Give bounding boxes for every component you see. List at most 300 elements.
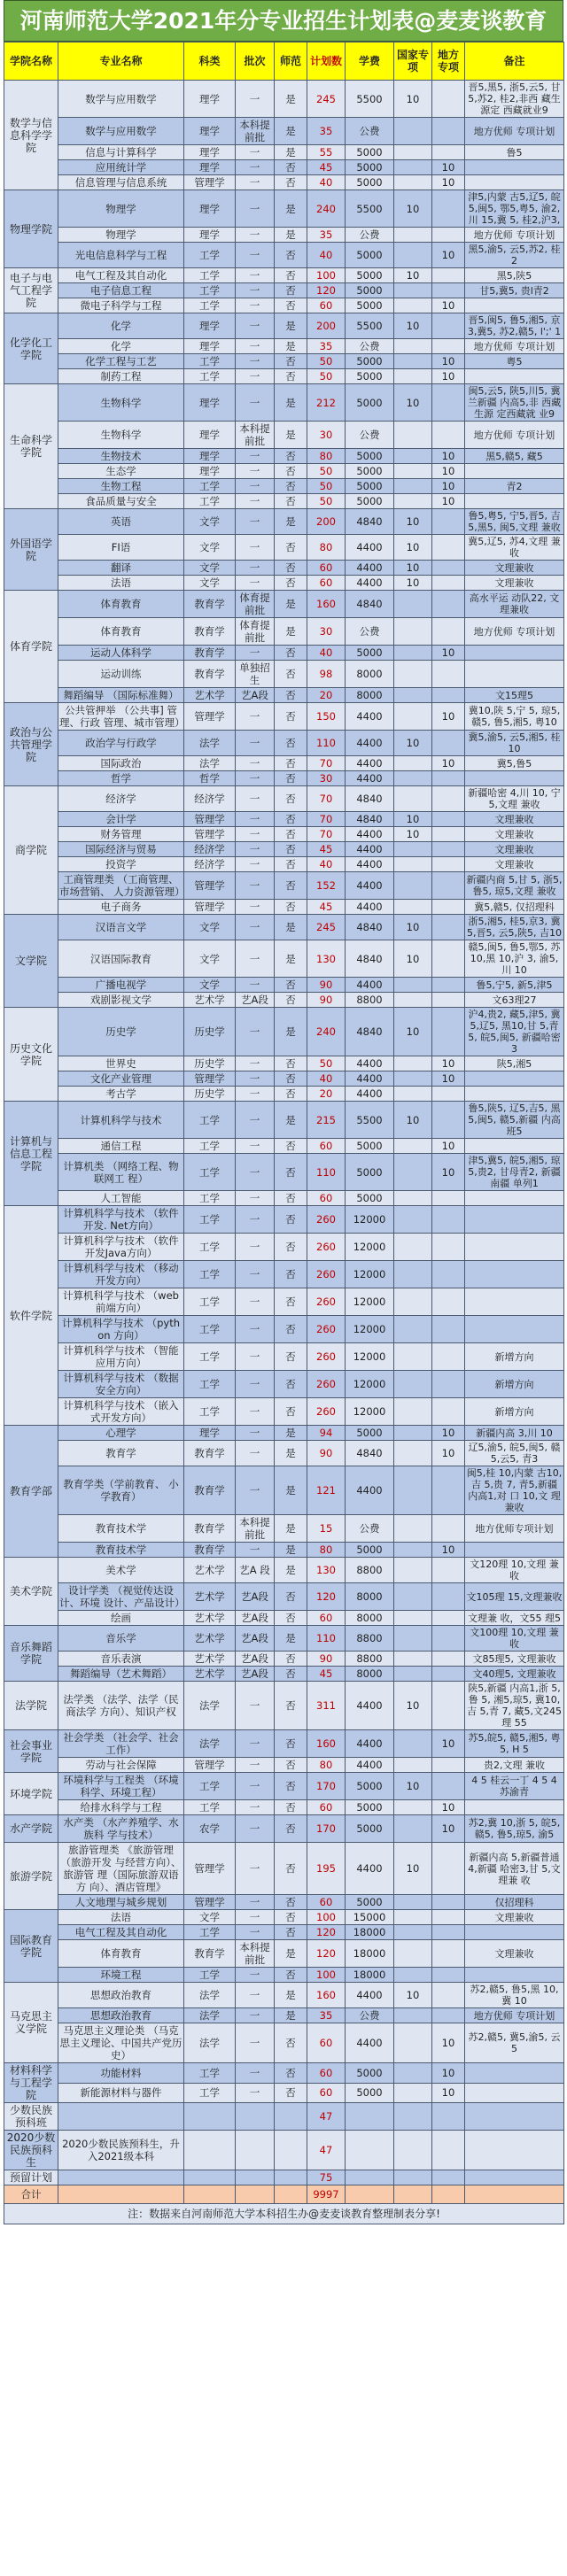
notes	[465, 494, 564, 509]
category: 经济学	[184, 857, 236, 872]
college-name: 文学院	[4, 915, 58, 1008]
tuition-fee: 8000	[346, 1583, 394, 1611]
batch: 一	[236, 2063, 275, 2084]
local-special	[432, 915, 465, 940]
college-name: 数学与信息科学学院	[4, 81, 58, 190]
normal-flag: 否	[275, 872, 307, 900]
batch: 一	[236, 268, 275, 283]
category: 工学	[184, 283, 236, 298]
table-row	[4, 1154, 564, 1191]
batch: 一	[236, 1139, 275, 1154]
table-row	[4, 1558, 564, 1583]
table-row	[4, 1056, 564, 1071]
college-name: 历史文化学院	[4, 1008, 58, 1102]
category: 教育学	[184, 1441, 236, 1466]
local-special	[432, 145, 465, 160]
notes: 青2	[465, 479, 564, 494]
empty-cell	[275, 2185, 307, 2204]
national-special	[394, 591, 432, 618]
header-batch: 批次	[236, 43, 275, 81]
plan-count: 130	[307, 940, 346, 978]
normal-flag: 是	[275, 1466, 307, 1515]
batch: 一	[236, 1154, 275, 1191]
enrollment-plan-sheet	[4, 0, 563, 2224]
national-special	[394, 646, 432, 661]
local-special: 10	[432, 703, 465, 731]
normal-flag: 否	[275, 1087, 307, 1102]
table-row	[4, 576, 564, 591]
national-special: 10	[394, 81, 432, 118]
plan-count: 245	[307, 915, 346, 940]
notes: 陕5,新疆 内高1,浙 5,鲁 5, 湘5,琼5, 冀10,吉 5,青 7, 藏5,文245 理 55	[465, 1682, 564, 1730]
major-name: 哲学	[58, 771, 184, 786]
notes: 新疆内高 3,川 10	[465, 1426, 564, 1441]
category: 管理学	[184, 812, 236, 827]
batch: 一	[236, 535, 275, 561]
tuition-fee: 4840	[346, 915, 394, 940]
notes: 冀5,辽5, 苏4,文理 兼收	[465, 535, 564, 561]
category: 理学	[184, 384, 236, 422]
normal-flag: 是	[275, 915, 307, 940]
national-special	[394, 1261, 432, 1288]
batch: 一	[236, 1087, 275, 1102]
local-special	[432, 618, 465, 646]
plan-count: 70	[307, 786, 346, 812]
notes: 浙5,湘5, 桂5,京3, 冀5,晋5, 云5,陕5, 吉10	[465, 915, 564, 940]
local-special	[432, 1206, 465, 1234]
category: 工学	[184, 1102, 236, 1139]
tuition-fee: 4400	[346, 827, 394, 842]
normal-flag: 否	[275, 1316, 307, 1343]
national-special	[394, 842, 432, 857]
tuition-fee: 12000	[346, 1288, 394, 1316]
tuition-fee: 5000	[346, 384, 394, 422]
national-special	[394, 369, 432, 384]
empty-cell	[236, 2185, 275, 2204]
table-row	[4, 81, 564, 118]
national-special	[394, 1611, 432, 1626]
category: 法学	[184, 2008, 236, 2023]
batch: 一	[236, 1071, 275, 1087]
national-special	[394, 422, 432, 449]
category: 管理学	[184, 1758, 236, 1773]
category: 文学	[184, 509, 236, 535]
local-special	[432, 313, 465, 339]
tuition-fee: 18000	[346, 1925, 394, 1940]
category: 文学	[184, 1910, 236, 1925]
normal-flag: 否	[275, 900, 307, 915]
plan-count: 245	[307, 81, 346, 118]
national-special: 10	[394, 1843, 432, 1895]
tuition-fee: 5000	[346, 354, 394, 369]
batch: 一	[236, 1191, 275, 1206]
national-special	[394, 339, 432, 354]
national-special: 10	[394, 1682, 432, 1730]
normal-flag: 否	[275, 978, 307, 993]
notes	[465, 1139, 564, 1154]
normal-flag: 是	[275, 591, 307, 618]
college-name: 水产学院	[4, 1815, 58, 1843]
category: 管理学	[184, 175, 236, 190]
local-special: 10	[432, 646, 465, 661]
table-row	[4, 422, 564, 449]
local-special	[432, 1087, 465, 1102]
tuition-fee: 公费	[346, 618, 394, 646]
local-special	[432, 771, 465, 786]
batch: 一	[236, 812, 275, 827]
local-special	[432, 1261, 465, 1288]
normal-flag: 否	[275, 449, 307, 464]
plan-count: 40	[307, 1071, 346, 1087]
college-name: 2020少数民族预科生	[4, 2131, 58, 2170]
normal-flag: 否	[275, 1139, 307, 1154]
plan-count: 60	[307, 1800, 346, 1815]
category: 工学	[184, 1968, 236, 1983]
batch: 一	[236, 646, 275, 661]
plan-count: 170	[307, 1773, 346, 1800]
local-special	[432, 1515, 465, 1543]
category: 理学	[184, 228, 236, 243]
normal-flag: 否	[275, 1343, 307, 1371]
local-special	[432, 1910, 465, 1925]
notes	[465, 1925, 564, 1940]
major-name: 工商管理类 （工商管理、市场营销、 人力资源管理）	[59, 873, 185, 898]
batch: 一	[236, 857, 275, 872]
tuition-fee: 公费	[346, 118, 394, 145]
batch: 艺A段	[236, 1626, 275, 1652]
category: 艺术学	[184, 1652, 236, 1667]
local-special	[432, 1682, 465, 1730]
normal-flag: 是	[275, 339, 307, 354]
plan-count: 20	[307, 688, 346, 703]
plan-count: 60	[307, 298, 346, 313]
plan-count: 170	[307, 1815, 346, 1843]
table-row	[4, 2170, 564, 2185]
national-special	[394, 1543, 432, 1558]
local-special	[432, 1925, 465, 1940]
normal-flag: 否	[275, 369, 307, 384]
table-row	[4, 756, 564, 771]
college-name: 化学化工学院	[4, 313, 58, 384]
tuition-fee: 4400	[346, 1843, 394, 1895]
tuition-fee: 4400	[346, 1730, 394, 1758]
tuition-fee: 5000	[346, 479, 394, 494]
footer-note: 注：数据来自河南师范大学本科招生办@麦麦谈教育整理制表分享!	[4, 2204, 564, 2224]
tuition-fee: 5000	[346, 1895, 394, 1910]
national-special: 10	[394, 576, 432, 591]
local-special	[432, 940, 465, 978]
notes: 文理兼收	[465, 1910, 564, 1925]
batch: 一	[236, 1316, 275, 1343]
table-row	[4, 703, 564, 731]
national-special: 10	[394, 915, 432, 940]
normal-flag: 否	[275, 561, 307, 576]
plan-count: 160	[307, 1983, 346, 2008]
notes: 地方优师 专项计划	[465, 118, 564, 145]
table-row	[4, 786, 564, 812]
major-name: 信息管理与信息系统	[58, 175, 184, 190]
notes: 文40理5, 文理兼收	[465, 1667, 564, 1682]
local-special	[432, 509, 465, 535]
category: 工学	[184, 1316, 236, 1343]
header-major: 专业名称	[58, 43, 184, 81]
major-name: 环境工程	[58, 1968, 184, 1983]
major-name: 制药工程	[58, 369, 184, 384]
table-row	[4, 827, 564, 842]
category: 工学	[184, 369, 236, 384]
national-special	[394, 978, 432, 993]
major-name: 汉语言文学	[58, 915, 184, 940]
major-name: 财务管理	[58, 827, 184, 842]
national-special	[394, 688, 432, 703]
tuition-fee: 8800	[346, 1626, 394, 1652]
table-row	[4, 561, 564, 576]
plan-count: 260	[307, 1343, 346, 1371]
batch: 一	[236, 1426, 275, 1441]
table-row	[4, 1441, 564, 1466]
normal-flag: 否	[275, 993, 307, 1008]
table-row	[4, 1234, 564, 1261]
category	[184, 2131, 236, 2170]
local-special	[432, 872, 465, 900]
batch: 一	[236, 1441, 275, 1466]
sheet-title: 河南师范大学2021年分专业招生计划表@麦麦谈教育	[4, 0, 563, 42]
national-special	[394, 1154, 432, 1191]
notes: 文理兼收	[465, 561, 564, 576]
plan-count: 120	[307, 1940, 346, 1968]
table-row	[4, 1583, 564, 1611]
plan-count: 80	[307, 1758, 346, 1773]
tuition-fee: 公费	[346, 339, 394, 354]
batch: 一	[236, 81, 275, 118]
normal-flag: 否	[275, 576, 307, 591]
batch: 一	[236, 369, 275, 384]
category: 理学	[184, 339, 236, 354]
table-row	[4, 313, 564, 339]
batch: 一	[236, 756, 275, 771]
normal-flag: 是	[275, 1515, 307, 1543]
batch: 艺A段	[236, 993, 275, 1008]
national-special	[394, 118, 432, 145]
major-name: 教育技术学	[58, 1543, 184, 1558]
table-row	[4, 118, 564, 145]
tuition-fee: 8000	[346, 1611, 394, 1626]
batch: 一	[236, 1261, 275, 1288]
category: 工学	[184, 494, 236, 509]
tuition-fee: 4840	[346, 509, 394, 535]
tuition-fee: 5000	[346, 464, 394, 479]
tuition-fee: 4400	[346, 857, 394, 872]
normal-flag: 是	[275, 1983, 307, 2008]
normal-flag: 是	[275, 190, 307, 228]
normal-flag: 否	[275, 857, 307, 872]
header-fee: 学费	[346, 43, 394, 81]
table-row	[4, 2103, 564, 2131]
normal-flag: 否	[275, 1056, 307, 1071]
plan-count: 80	[307, 449, 346, 464]
normal-flag: 否	[275, 354, 307, 369]
notes: 文理兼收	[465, 576, 564, 591]
major-name: 计算机科学与技术 （数据安全方向）	[58, 1371, 184, 1398]
normal-flag: 否	[275, 827, 307, 842]
local-special: 10	[432, 1543, 465, 1558]
normal-flag: 否	[275, 1968, 307, 1983]
national-special	[394, 1758, 432, 1773]
local-special	[432, 2008, 465, 2023]
plan-count: 60	[307, 1611, 346, 1626]
table-row	[4, 509, 564, 535]
batch: 一	[236, 731, 275, 756]
national-special: 10	[394, 509, 432, 535]
plan-count: 200	[307, 509, 346, 535]
national-special: 10	[394, 535, 432, 561]
table-row	[4, 1800, 564, 1815]
category: 管理学	[184, 1843, 236, 1895]
local-special	[432, 1667, 465, 1682]
plan-count: 70	[307, 812, 346, 827]
national-special	[394, 1652, 432, 1667]
tuition-fee: 5000	[346, 268, 394, 283]
local-special	[432, 1626, 465, 1652]
category: 工学	[184, 1234, 236, 1261]
plan-count: 152	[307, 872, 346, 900]
national-special	[394, 1626, 432, 1652]
major-name: 教育技术学	[58, 1515, 184, 1543]
notes	[465, 1071, 564, 1087]
major-name: 法学类 （法学、法学（民商法学 方向）、知识产权	[58, 1682, 184, 1730]
table-row	[4, 464, 564, 479]
table-row	[4, 535, 564, 561]
notes: 赣5,闽5, 鲁5,鄂5, 苏10,黑 10,沪 3, 渝5,川 10	[465, 940, 564, 978]
normal-flag: 否	[275, 1815, 307, 1843]
major-name: 计算机类 （网络工程、物联网工 程）	[58, 1154, 184, 1191]
major-name: 生物技术	[58, 449, 184, 464]
college-name: 音乐舞蹈学院	[4, 1626, 58, 1682]
local-special: 10	[432, 354, 465, 369]
category: 艺术学	[184, 1558, 236, 1583]
major-name: 设计学类 （视觉传达设计、环境 设计、产品设计）	[59, 1584, 185, 1609]
local-special: 10	[432, 1441, 465, 1466]
table-row	[4, 494, 564, 509]
tuition-fee: 5000	[346, 2063, 394, 2084]
table-row	[4, 1206, 564, 1234]
category: 艺术学	[184, 993, 236, 1008]
major-name: 翻译	[58, 561, 184, 576]
major-name: 国际经济与贸易	[58, 842, 184, 857]
batch: 一	[236, 1343, 275, 1371]
empty-cell	[346, 2185, 394, 2204]
local-special: 10	[432, 298, 465, 313]
major-name: 体育教育	[58, 1940, 184, 1968]
national-special	[394, 771, 432, 786]
batch: 一	[236, 1730, 275, 1758]
notes: 新疆内商 5,甘 5, 浙5,鲁5, 琼5,文理 兼收	[465, 872, 564, 900]
major-name: 舞蹈编导（艺术舞蹈）	[58, 1667, 184, 1682]
notes: 黑5,陕5	[465, 268, 564, 283]
table-row	[4, 1543, 564, 1558]
notes	[465, 1087, 564, 1102]
plan-count: 215	[307, 1102, 346, 1139]
batch: 本科提前批	[236, 1940, 275, 1968]
batch: 本科提前批	[236, 422, 275, 449]
local-special: 10	[432, 1730, 465, 1758]
national-special	[394, 1940, 432, 1968]
table-row	[4, 1398, 564, 1426]
national-special	[394, 857, 432, 872]
plan-count: 120	[307, 283, 346, 298]
tuition-fee: 18000	[346, 1968, 394, 1983]
notes: 冀5,鲁5	[465, 756, 564, 771]
local-special	[432, 422, 465, 449]
local-special	[432, 1316, 465, 1343]
tuition-fee: 12000	[346, 1316, 394, 1343]
normal-flag: 否	[275, 1773, 307, 1800]
local-special	[432, 1611, 465, 1626]
national-special	[394, 1968, 432, 1983]
local-special	[432, 1558, 465, 1583]
tuition-fee: 公费	[346, 422, 394, 449]
normal-flag: 否	[275, 464, 307, 479]
plan-count: 45	[307, 900, 346, 915]
notes: 津5,内蒙 古5,辽5, 皖5,闽5, 鄂5,粤5, 渝2,川 15,冀 5, 桂2,沪3,	[465, 190, 564, 228]
local-special	[432, 1758, 465, 1773]
notes: 文100理 10,文理 兼收	[465, 1626, 564, 1652]
national-special	[394, 1441, 432, 1466]
plan-count: 60	[307, 576, 346, 591]
batch: 一	[236, 771, 275, 786]
major-name: 教育学	[58, 1441, 184, 1466]
normal-flag: 否	[275, 1261, 307, 1288]
table-row	[4, 1968, 564, 1983]
notes	[465, 661, 564, 688]
notes: 文理兼收	[465, 842, 564, 857]
tuition-fee: 5000	[346, 1139, 394, 1154]
local-special	[432, 1652, 465, 1667]
batch: 一	[236, 1800, 275, 1815]
plan-count: 45	[307, 842, 346, 857]
normal-flag: 否	[275, 1843, 307, 1895]
tuition-fee: 4840	[346, 940, 394, 978]
notes: 闽5,云5, 陕5,川5, 冀兰新疆 内高5,非 西藏生源 定西藏就 业9	[465, 384, 564, 422]
tuition-fee: 5000	[346, 449, 394, 464]
tuition-fee: 5500	[346, 1102, 394, 1139]
table-row	[4, 1288, 564, 1316]
table-row	[4, 978, 564, 993]
normal-flag: 是	[275, 118, 307, 145]
category: 工学	[184, 243, 236, 268]
major-name: 社会学类 （社会学、社会工作）	[58, 1730, 184, 1758]
notes: 文理兼收	[465, 857, 564, 872]
major-name: 音乐表演	[58, 1652, 184, 1667]
local-special	[432, 688, 465, 703]
major-name: 数学与应用数学	[58, 81, 184, 118]
notes: 新增方向	[465, 1343, 564, 1371]
local-special	[432, 1191, 465, 1206]
major-name: 生态学	[58, 464, 184, 479]
notes: 地方优师 专项计划	[465, 422, 564, 449]
table-row	[4, 646, 564, 661]
normal-flag: 否	[275, 1611, 307, 1626]
major-name: 电子信息工程	[58, 283, 184, 298]
category: 理学	[184, 118, 236, 145]
national-special	[394, 1288, 432, 1316]
tuition-fee	[346, 2170, 394, 2185]
local-special	[432, 1234, 465, 1261]
table-row	[4, 160, 564, 175]
table-row	[4, 1343, 564, 1371]
notes	[465, 1206, 564, 1234]
notes: 文63理27	[465, 993, 564, 1008]
